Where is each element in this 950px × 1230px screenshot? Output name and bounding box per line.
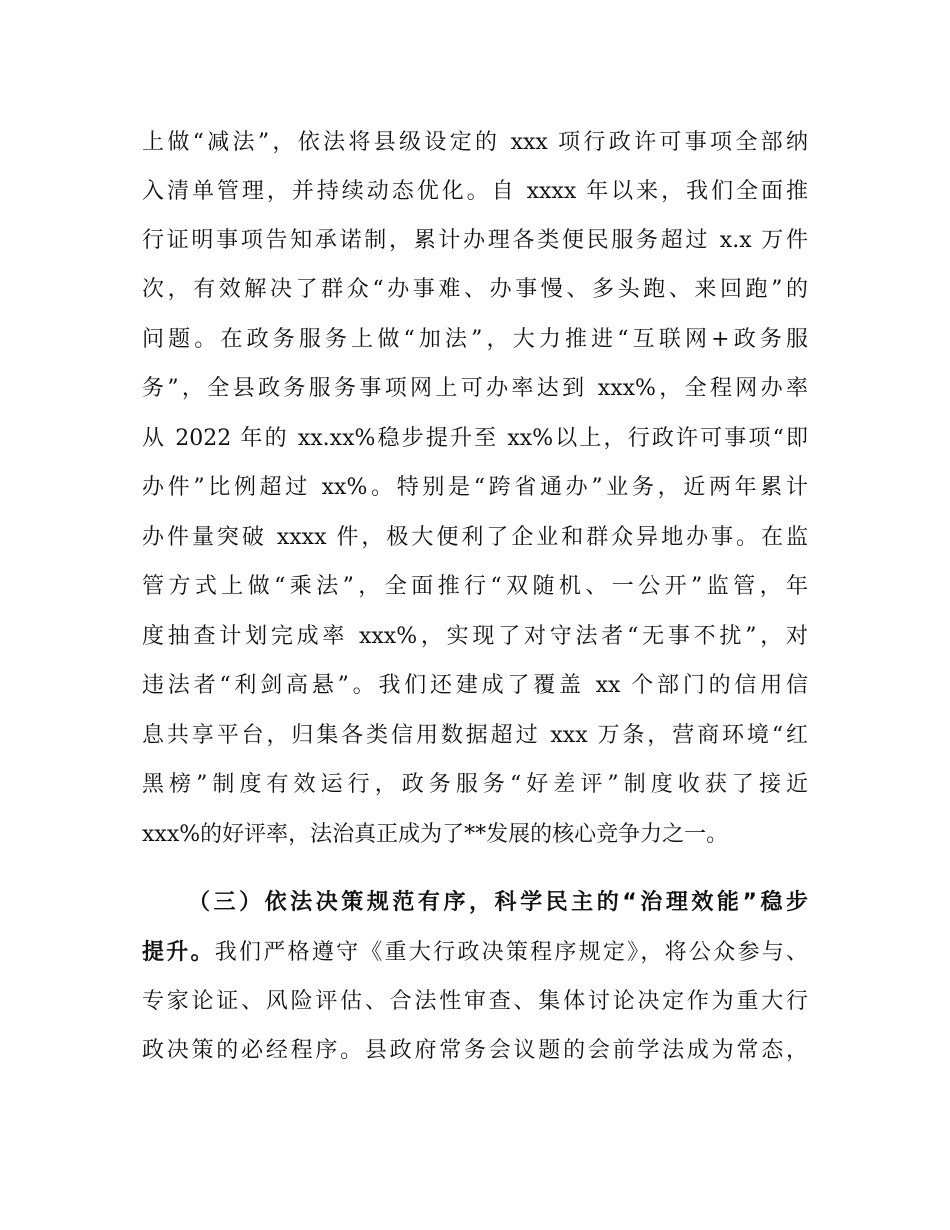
paragraph-line: 务”，全县政务服务事项网上可办率达到 xxx%，全程网办率 [142, 376, 808, 401]
paragraph-line: 管方式上做“乘法”，全面推行“双随机、一公开”监管，年 [142, 574, 808, 599]
paragraph-line: 从 2022 年的 xx.xx%稳步提升至 xx%以上，行政许可事项“即 [142, 426, 808, 451]
paragraph-line: 入清单管理，并持续动态优化。自 xxxx 年以来，我们全面推 [142, 179, 808, 204]
paragraph-line: 上做“减法”，依法将县级设定的 xxx 项行政许可事项全部纳 [142, 130, 808, 155]
paragraph-line: 度抽查计划完成率 xxx%，实现了对守法者“无事不扰”，对 [142, 624, 808, 649]
paragraph-line [142, 938, 808, 968]
paragraph-text: 我们严格遵守《重大行政决策程序规定》，将公众参与、 [214, 940, 808, 965]
paragraph-line: 办件量突破 xxxx 件，极大便利了企业和群众异地办事。在监 [142, 525, 808, 550]
paragraph-line: 办件”比例超过 xx%。特别是“跨省通办”业务，近两年累计 [142, 475, 808, 500]
paragraph-line: 专家论证、风险评估、合法性审查、集体讨论决定作为重大行 [142, 989, 808, 1014]
paragraph-line: 政决策的必经程序。县政府常务会议题的会前学法成为常态， [142, 1038, 808, 1063]
section-heading-tail: 提升。 [142, 940, 215, 965]
paragraph-line: 行证明事项告知承诺制，累计办理各类便民服务超过 x.x 万件 [142, 228, 808, 253]
section-heading: （三）依法决策规范有序，科学民主的“治理效能”稳步 [188, 890, 808, 915]
paragraph-line: 黑榜”制度有效运行，政务服务“好差评”制度收获了接近 [142, 772, 808, 797]
paragraph-line: 次，有效解决了群众“办事难、办事慢、多头跑、来回跑”的 [142, 277, 808, 302]
paragraph-line: 息共享平台，归集各类信用数据超过 xxx 万条，营商环境“红 [142, 723, 808, 748]
paragraph-line: xxx%的好评率，法治真正成为了**发展的核心竞争力之一。 [142, 822, 729, 847]
paragraph-line: 问题。在政务服务上做“加法”，大力推进“互联网+政务服 [142, 327, 808, 352]
paragraph-line: 违法者“利剑高悬”。我们还建成了覆盖 xx 个部门的信用信 [142, 673, 808, 698]
